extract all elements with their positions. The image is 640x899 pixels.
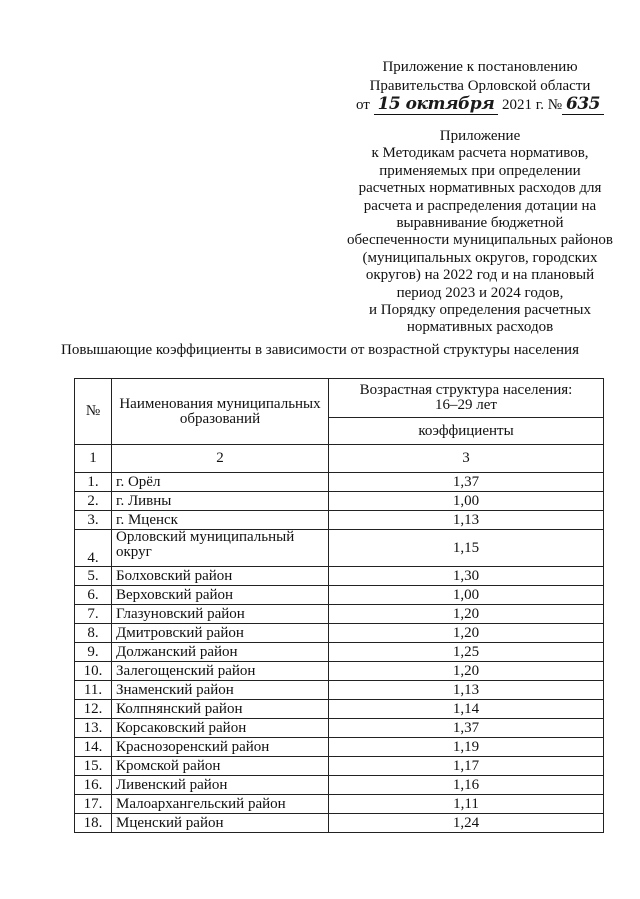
appendix-line: период 2023 и 2024 годов, <box>396 284 564 301</box>
municipality-name: Колпнянский район <box>112 700 329 719</box>
municipality-name: Дмитровский район <box>112 624 329 643</box>
appendix-line: округов) на 2022 год и на плановый <box>365 267 595 284</box>
table-row <box>75 605 604 624</box>
table-row <box>75 814 604 833</box>
column-index: 3 <box>329 445 604 473</box>
coefficient-value: 1,30 <box>329 567 604 586</box>
row-number: 4. <box>75 530 112 567</box>
row-number: 10. <box>75 662 112 681</box>
municipality-name: г. Мценск <box>112 511 329 530</box>
header-name: Наименования муниципальных образований <box>112 379 329 445</box>
row-number: 12. <box>75 700 112 719</box>
table-row <box>75 473 604 492</box>
table-body <box>75 473 604 833</box>
table-title: Повышающие коэффициенты в зависимости от возрастной структуры населения <box>61 342 579 358</box>
row-number: 5. <box>75 567 112 586</box>
table-row <box>75 757 604 776</box>
header-num: № <box>75 379 112 445</box>
header-age-line-1: Возрастная структура населения: <box>359 382 573 398</box>
table-row <box>75 624 604 643</box>
municipality-name: г. Ливны <box>112 492 329 511</box>
coefficient-value: 1,20 <box>329 624 604 643</box>
appendix-line: расчета и распределения дотации на <box>363 197 597 214</box>
municipality-name: Болховский район <box>112 567 329 586</box>
municipality-name: г. Орёл <box>112 473 329 492</box>
handwritten-date-field <box>374 96 499 115</box>
from-prefix: от <box>355 97 370 113</box>
appendix-line: выравнивание бюджетной <box>396 215 564 232</box>
handwritten-number-field <box>562 96 604 115</box>
coefficient-value: 1,16 <box>329 776 604 795</box>
coefficient-value: 1,00 <box>329 586 604 605</box>
table-row <box>75 662 604 681</box>
municipality-name: Залегощенский район <box>112 662 329 681</box>
coefficient-value: 1,11 <box>329 795 604 814</box>
year-suffix: 2021 г. № <box>501 97 563 113</box>
municipality-name: Мценский район <box>112 814 329 833</box>
appendix-line: применяемых при определении <box>379 162 581 179</box>
header-age-structure <box>329 379 604 418</box>
coefficient-value: 1,13 <box>329 681 604 700</box>
column-index: 1 <box>75 445 112 473</box>
column-index-row <box>75 445 604 473</box>
resolution-line-1: Приложение к постановлению <box>382 59 578 75</box>
municipality-name: Краснозоренский район <box>112 738 329 757</box>
coefficient-value: 1,13 <box>329 511 604 530</box>
municipality-name: Кромской район <box>112 757 329 776</box>
table-header-row <box>75 379 604 418</box>
handwritten-number: 635 <box>566 94 601 114</box>
row-number: 18. <box>75 814 112 833</box>
table-row <box>75 738 604 757</box>
coefficient-value: 1,17 <box>329 757 604 776</box>
coefficient-value: 1,37 <box>329 473 604 492</box>
municipality-name: Глазуновский район <box>112 605 329 624</box>
coefficients-table <box>74 378 604 833</box>
header-coefficients: коэффициенты <box>329 418 604 445</box>
column-index: 2 <box>112 445 329 473</box>
row-number: 2. <box>75 492 112 511</box>
appendix-line: (муниципальных округов, городских <box>362 249 598 266</box>
coefficient-value: 1,14 <box>329 700 604 719</box>
table-row <box>75 643 604 662</box>
row-number: 11. <box>75 681 112 700</box>
table-row <box>75 700 604 719</box>
table-row <box>75 776 604 795</box>
appendix-line: и Порядку определения расчетных <box>369 302 591 319</box>
table-row <box>75 567 604 586</box>
table-row <box>75 492 604 511</box>
municipality-name: Ливенский район <box>112 776 329 795</box>
row-number: 1. <box>75 473 112 492</box>
row-number: 14. <box>75 738 112 757</box>
coefficient-value: 1,20 <box>329 605 604 624</box>
table-row <box>75 511 604 530</box>
coefficient-value: 1,20 <box>329 662 604 681</box>
municipality-name: Знаменский район <box>112 681 329 700</box>
appendix-line: нормативных расходов <box>406 319 554 336</box>
coefficient-value: 1,15 <box>329 530 604 567</box>
resolution-date-line <box>356 96 604 115</box>
table-row <box>75 681 604 700</box>
table-row <box>75 719 604 738</box>
appendix-line: к Методикам расчета нормативов, <box>371 145 589 162</box>
municipality-name: Верховский район <box>112 586 329 605</box>
row-number: 16. <box>75 776 112 795</box>
row-number: 6. <box>75 586 112 605</box>
row-number: 7. <box>75 605 112 624</box>
coefficient-value: 1,19 <box>329 738 604 757</box>
municipality-name: Орловский муниципальный округ <box>112 530 329 567</box>
coefficient-value: 1,25 <box>329 643 604 662</box>
header-age-line-2: 16–29 лет <box>435 397 497 413</box>
coefficient-value: 1,24 <box>329 814 604 833</box>
coefficient-value: 1,37 <box>329 719 604 738</box>
row-number: 15. <box>75 757 112 776</box>
appendix-line: Приложение <box>439 128 521 144</box>
table-row <box>75 530 604 567</box>
appendix-line: расчетных нормативных расходов для <box>358 180 602 197</box>
resolution-line-2: Правительства Орловской области <box>369 78 591 94</box>
row-number: 9. <box>75 643 112 662</box>
appendix-line: обеспеченности муниципальных районов <box>347 232 613 249</box>
appendix-block <box>330 128 630 337</box>
table-row <box>75 586 604 605</box>
municipality-name: Малоархангельский район <box>112 795 329 814</box>
resolution-reference <box>330 58 630 115</box>
table-row <box>75 795 604 814</box>
coefficient-value: 1,00 <box>329 492 604 511</box>
row-number: 3. <box>75 511 112 530</box>
row-number: 8. <box>75 624 112 643</box>
row-number: 17. <box>75 795 112 814</box>
municipality-name: Корсаковский район <box>112 719 329 738</box>
municipality-name: Должанский район <box>112 643 329 662</box>
handwritten-date: 15 октября <box>377 94 495 114</box>
row-number: 13. <box>75 719 112 738</box>
